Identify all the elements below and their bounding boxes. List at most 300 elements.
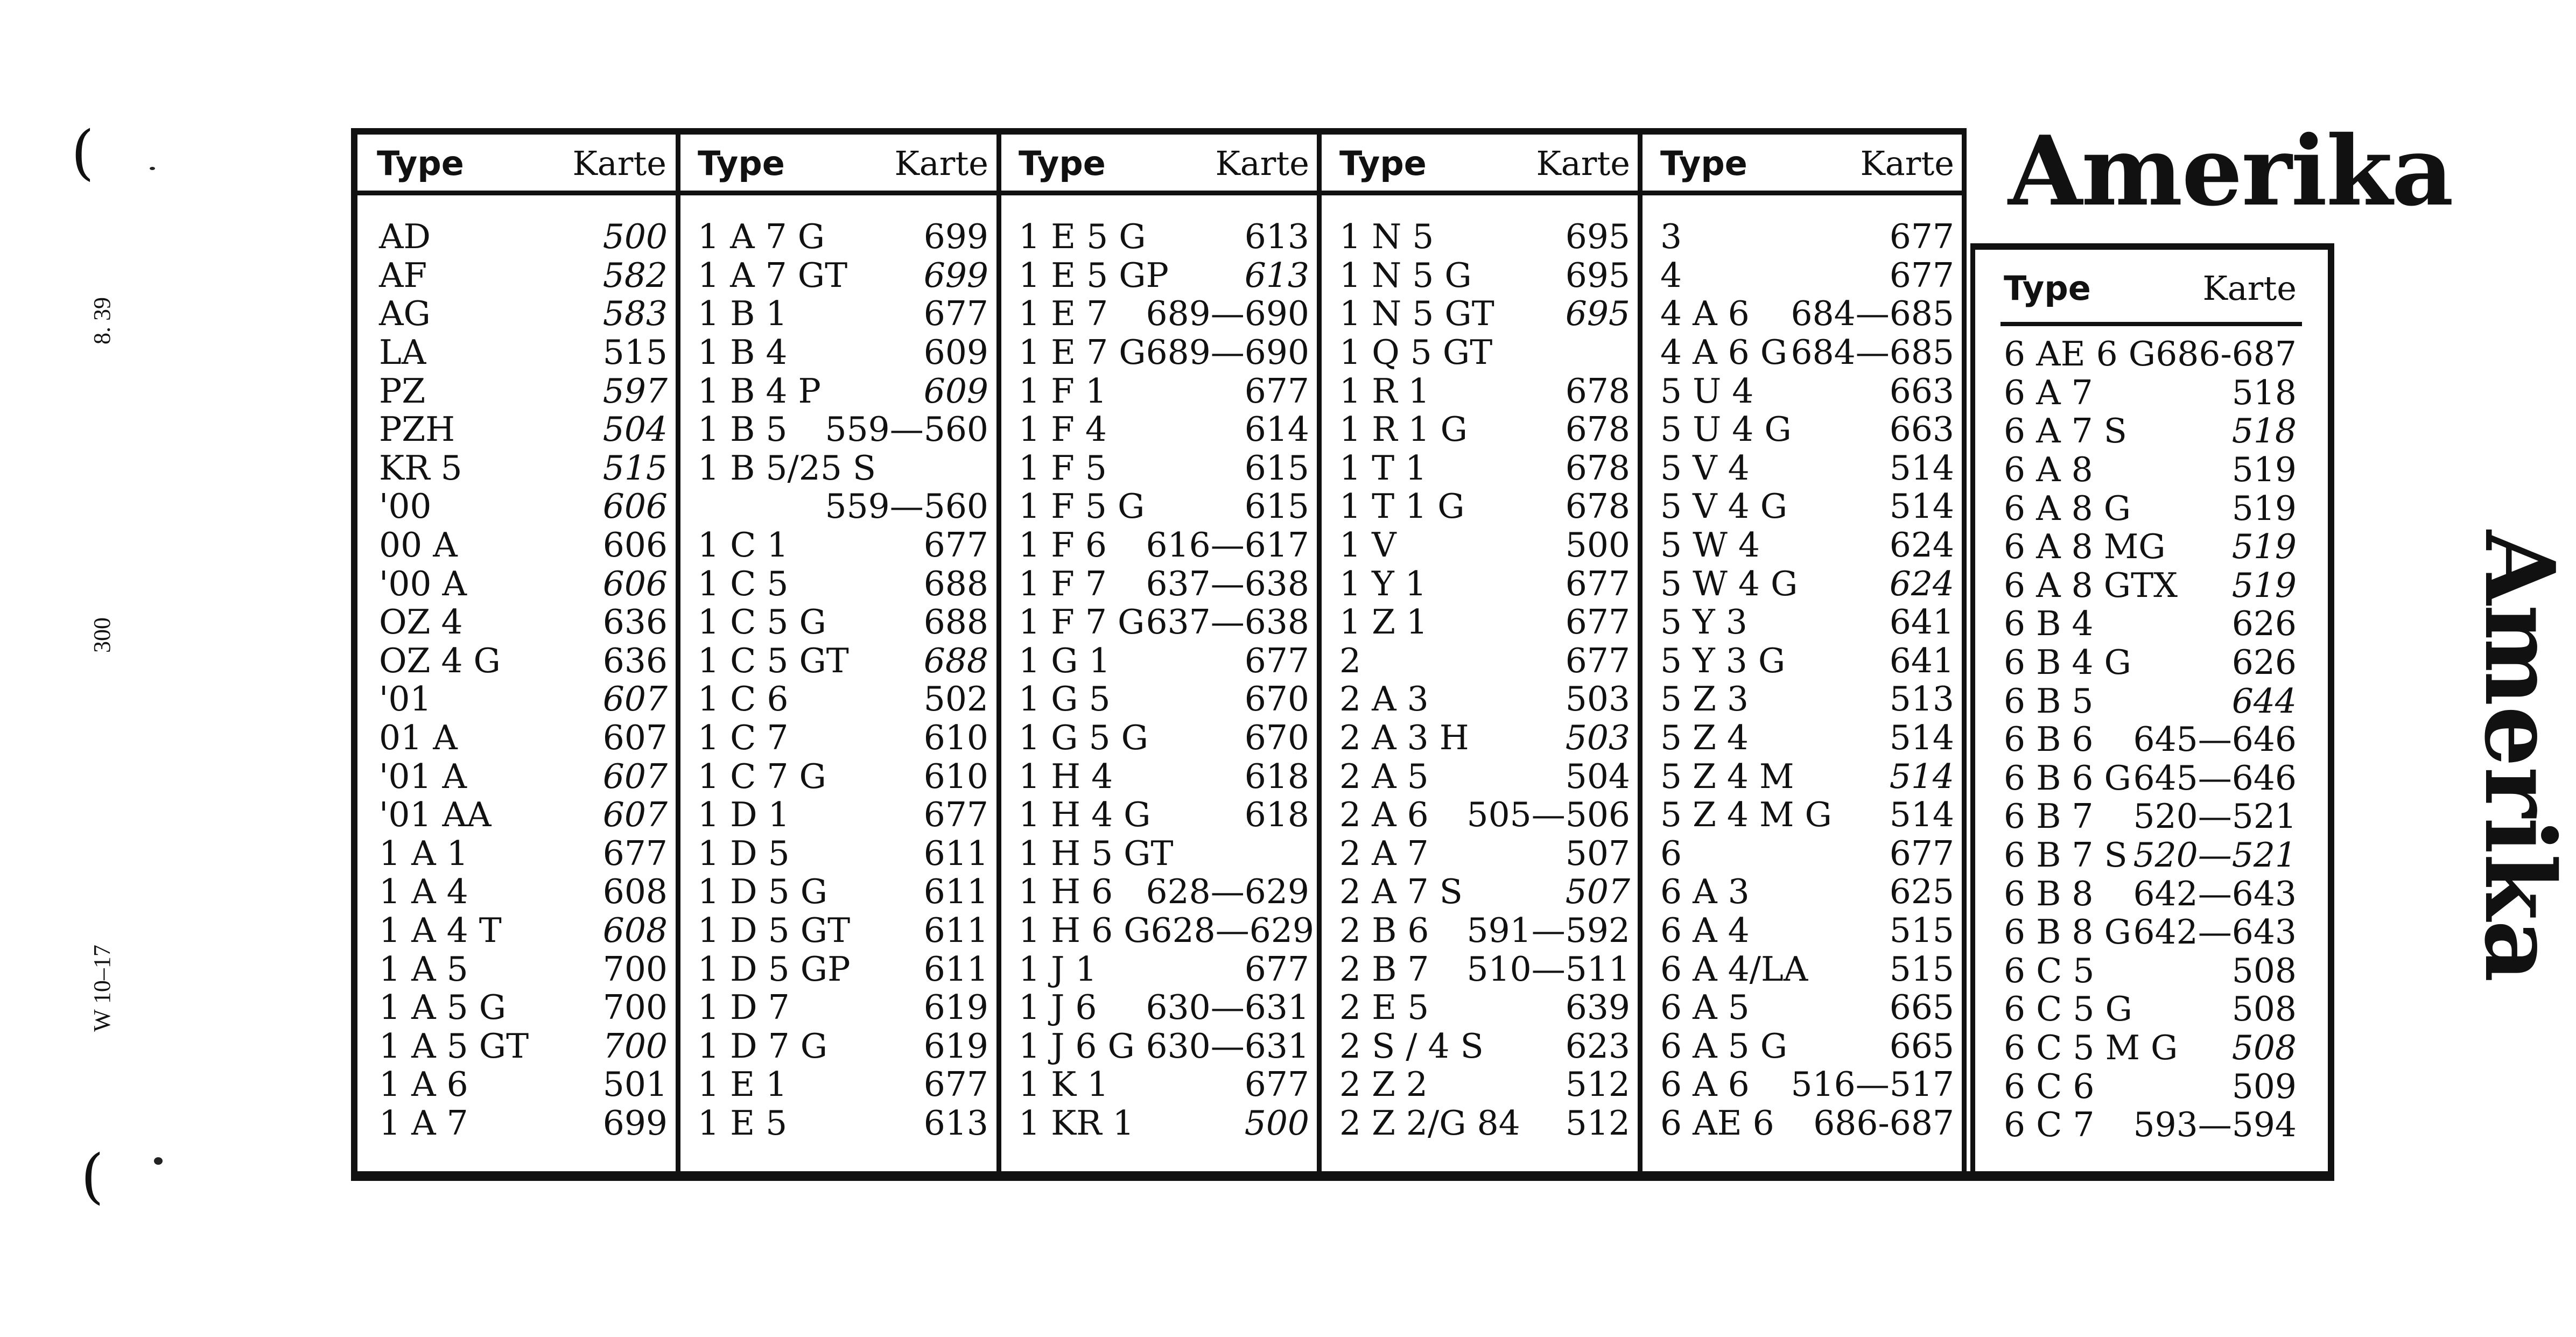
karte-number: 628—629: [1146, 872, 1309, 912]
tube-type: '01 A: [379, 756, 467, 796]
tube-type: 2 A 3: [1339, 679, 1429, 719]
tube-type: 1 A 6: [379, 1065, 468, 1104]
table-column: [1660, 217, 1954, 1142]
tube-type: 1 A 7: [379, 1103, 468, 1143]
table-row: [1339, 449, 1630, 488]
tube-type: 5 Z 4 M G: [1660, 795, 1832, 835]
tube-type: 6 A 3: [1660, 872, 1750, 912]
karte-number: 505—506: [1466, 795, 1630, 835]
karte-number: 514: [1889, 448, 1954, 488]
tube-type: 1 Q 5 GT: [1339, 333, 1493, 372]
karte-number: 677: [923, 1065, 988, 1104]
karte-number: 670: [1244, 679, 1309, 719]
table-row: [698, 603, 988, 642]
karte-number: 516—517: [1791, 1065, 1954, 1104]
table-column: [698, 217, 988, 1142]
table-row: [698, 333, 988, 372]
karte-number: 677: [1565, 602, 1630, 642]
tube-type: 1 K 1: [1019, 1065, 1109, 1104]
tube-type: 6 AE 6 G: [2004, 334, 2156, 374]
karte-number: 699: [923, 217, 988, 257]
karte-number: 512: [1565, 1103, 1630, 1143]
table-row: [1019, 410, 1309, 449]
table-row: [1019, 1065, 1309, 1104]
karte-number: 508: [2231, 1028, 2297, 1067]
tube-type: 6 C 5 M G: [2004, 1028, 2178, 1067]
table-row: [1660, 796, 1954, 834]
karte-number: 609: [923, 333, 988, 372]
karte-number: 559—560: [825, 487, 988, 526]
table-row: [1019, 872, 1309, 911]
karte-number: 644: [2231, 681, 2297, 721]
karte-number: 636: [602, 602, 668, 642]
table-row: [698, 988, 988, 1027]
karte-number: 637—638: [1146, 602, 1309, 642]
column-divider: [996, 128, 1001, 1171]
table-row: [698, 1026, 988, 1065]
tube-type: 01 A: [379, 718, 458, 758]
table-row: [2004, 1106, 2297, 1144]
karte-number: 686-687: [2156, 334, 2297, 374]
header-karte: Karte: [1536, 143, 1630, 183]
tube-type: 1 F 5 G: [1019, 487, 1145, 526]
table-row: [379, 680, 668, 719]
tube-type: AF: [379, 255, 427, 295]
tube-type: 1 J 6: [1019, 988, 1097, 1028]
karte-number: 695: [1565, 255, 1630, 295]
table-row: [1660, 680, 1954, 719]
tube-type: '01: [379, 679, 432, 719]
tube-type: 1 N 5 GT: [1339, 294, 1494, 334]
table-row: [379, 834, 668, 873]
table-row: [1339, 1104, 1630, 1143]
karte-number: 626: [2231, 643, 2297, 682]
table-row: [379, 719, 668, 757]
karte-number: 615: [1244, 448, 1309, 488]
tube-type: 1 D 5 GP: [698, 949, 851, 989]
table-row: [1019, 719, 1309, 757]
tube-type: 1 A 1: [379, 833, 468, 873]
table-row: [1019, 564, 1309, 603]
karte-number: 606: [602, 487, 668, 526]
tube-type: 1 H 6: [1019, 872, 1113, 912]
tube-type: 5 U 4: [1660, 371, 1754, 411]
tube-type: 1 G 5 G: [1019, 718, 1148, 758]
table-column: [2004, 335, 2297, 1144]
karte-number: 642—643: [2133, 912, 2297, 952]
table-row: [2004, 681, 2297, 720]
karte-number: 520—521: [2133, 797, 2297, 836]
tube-type: 1 B 5/25 S: [698, 448, 876, 488]
table-row: [1660, 449, 1954, 488]
table-row: [698, 217, 988, 256]
tube-type: 1 C 7 G: [698, 756, 826, 796]
karte-number: 606: [602, 564, 668, 603]
karte-number: 607: [602, 679, 668, 719]
table-row: [1019, 1026, 1309, 1065]
karte-number: 607: [602, 756, 668, 796]
table-row: [1339, 719, 1630, 757]
karte-number: 623: [1565, 1026, 1630, 1066]
table-row: [1339, 1065, 1630, 1104]
karte-number: 678: [1565, 448, 1630, 488]
tube-type: 1 J 6 G: [1019, 1026, 1135, 1066]
header-rule: [357, 191, 1962, 195]
table-row: [698, 1065, 988, 1104]
karte-number: 613: [1244, 255, 1309, 295]
table-row: [1660, 1065, 1954, 1104]
karte-number: 695: [1565, 217, 1630, 257]
margin-paren-top: (: [71, 118, 94, 187]
tube-type: 5 Y 3 G: [1660, 641, 1786, 680]
tube-type: '00: [379, 487, 432, 526]
tube-type: 2 A 6: [1339, 795, 1429, 835]
tube-type: 1 F 5: [1019, 448, 1107, 488]
tube-type: 1 T 1 G: [1339, 487, 1465, 526]
table-row: [2004, 643, 2297, 682]
table-row: [1019, 642, 1309, 680]
karte-number: 514: [1889, 718, 1954, 758]
karte-number: 677: [923, 294, 988, 334]
tube-type: 1 D 5: [698, 833, 790, 873]
column-divider: [676, 128, 680, 1171]
tube-type: 1 E 5: [698, 1103, 788, 1143]
tube-type: 1 A 5: [379, 949, 468, 989]
margin-note-code: W 10–17: [89, 945, 115, 1032]
tube-type: 1 E 5 G: [1019, 217, 1146, 257]
table-row: [698, 949, 988, 988]
karte-number: 688: [923, 602, 988, 642]
karte-number: 515: [1889, 949, 1954, 989]
speck-mark: [154, 1157, 163, 1165]
karte-number: 611: [923, 833, 988, 873]
tube-type: 1 E 1: [698, 1065, 788, 1104]
header-karte: Karte: [1860, 143, 1954, 183]
tube-type: 1 C 5 GT: [698, 641, 849, 680]
table-row: [2004, 836, 2297, 875]
table-row: [698, 449, 988, 488]
tube-type: 6 C 7: [2004, 1105, 2095, 1145]
table-row: [379, 564, 668, 603]
karte-number: 606: [602, 525, 668, 565]
tube-type: 6 A 8 MG: [2004, 527, 2166, 567]
karte-number: 618: [1244, 795, 1309, 835]
karte-number: 608: [602, 910, 668, 950]
tube-type: 6 C 5: [2004, 951, 2095, 990]
tube-type: 1 N 5: [1339, 217, 1434, 257]
karte-number: 678: [1565, 371, 1630, 411]
table-row: [2004, 451, 2297, 489]
table-row: [379, 1104, 668, 1143]
karte-number: 645—646: [2133, 720, 2297, 759]
header-karte: Karte: [894, 143, 988, 183]
table-row: [1339, 834, 1630, 873]
table-row: [2004, 412, 2297, 451]
karte-number: 618: [1244, 756, 1309, 796]
karte-number: 677: [1889, 217, 1954, 257]
tube-type: 1 F 1: [1019, 371, 1107, 411]
tube-type: 5 Z 3: [1660, 679, 1749, 719]
tube-type: 6 AE 6: [1660, 1103, 1774, 1143]
tube-type: 1 A 5 G: [379, 988, 507, 1028]
karte-number: 677: [1244, 1065, 1309, 1104]
tube-type: 6 A 7: [2004, 372, 2093, 412]
karte-number: 513: [1889, 679, 1954, 719]
karte-number: 519: [2231, 450, 2297, 490]
table-row: [1339, 410, 1630, 449]
margin-note-date: 8. 39: [89, 297, 115, 344]
column-header: [1339, 144, 1630, 182]
karte-number: 518: [2231, 372, 2297, 412]
karte-number: 677: [923, 795, 988, 835]
karte-number: 607: [602, 718, 668, 758]
table-row: [1660, 757, 1954, 796]
column-header: [2004, 269, 2297, 307]
tube-type: 6 B 4 G: [2004, 643, 2131, 682]
tube-type: 1 H 4 G: [1019, 795, 1151, 835]
tube-type: 1 Y 1: [1339, 564, 1427, 603]
tube-type: 6 B 8 G: [2004, 912, 2131, 952]
table-row: [1019, 834, 1309, 873]
karte-number: 700: [602, 988, 668, 1028]
tube-type: 1 D 1: [698, 795, 790, 835]
table-row: [379, 1065, 668, 1104]
table-row: [1019, 487, 1309, 526]
karte-number: 700: [602, 1026, 668, 1066]
karte-number: 665: [1889, 1026, 1954, 1066]
table-row: [1660, 333, 1954, 372]
table-row: [1339, 526, 1630, 565]
karte-number: 515: [1889, 910, 1954, 950]
tube-type: 6 C 6: [2004, 1066, 2095, 1106]
karte-number: 641: [1889, 602, 1954, 642]
table-row: [2004, 527, 2297, 566]
tube-type: 6 B 6: [2004, 720, 2094, 759]
karte-number: 507: [1565, 872, 1630, 912]
tube-type: 6 A 8 GTX: [2004, 565, 2178, 605]
tube-type: 1 D 7 G: [698, 1026, 828, 1066]
table-row: [1019, 949, 1309, 988]
tube-type: 6 A 7 S: [2004, 411, 2127, 451]
table-row: [1660, 872, 1954, 911]
karte-number: 688: [923, 641, 988, 680]
table-row: [698, 1104, 988, 1143]
karte-number: 677: [1565, 564, 1630, 603]
tube-type: 5 W 4 G: [1660, 564, 1798, 603]
table-row: [1339, 796, 1630, 834]
karte-number: 611: [923, 910, 988, 950]
tube-type: 1 B 5: [698, 410, 788, 449]
table-row: [698, 834, 988, 873]
karte-number: 677: [602, 833, 668, 873]
karte-number: 503: [1565, 718, 1630, 758]
tube-type: 6 A 5 G: [1660, 1026, 1788, 1066]
table-row: [379, 603, 668, 642]
table-row: [379, 217, 668, 256]
table-row: [1660, 949, 1954, 988]
table-row: [1660, 834, 1954, 873]
table-row: [1019, 910, 1315, 950]
tube-type: 1 J 1: [1019, 949, 1097, 989]
karte-number: 677: [1244, 371, 1309, 411]
tube-type: 2 A 5: [1339, 756, 1429, 796]
table-column: [1339, 217, 1630, 1142]
karte-number: 519: [2231, 565, 2297, 605]
side-header-rule: [2001, 322, 2302, 326]
tube-type: AD: [379, 217, 431, 257]
table-row: [1660, 256, 1954, 295]
karte-number: 677: [1889, 833, 1954, 873]
karte-number: 609: [923, 371, 988, 411]
karte-number: 504: [1565, 756, 1630, 796]
tube-type: 2 Z 2/G 84: [1339, 1103, 1520, 1143]
speck-mark: [150, 167, 155, 170]
tube-type: 1 B 1: [698, 294, 788, 334]
tube-type: 2 B 6: [1339, 910, 1429, 950]
table-row: [2004, 759, 2297, 798]
table-row: [379, 294, 668, 333]
table-row: [1019, 294, 1309, 333]
karte-number: 695: [1565, 294, 1630, 334]
karte-number: 613: [923, 1103, 988, 1143]
tube-type: 5 V 4 G: [1660, 487, 1788, 526]
karte-number: 514: [1889, 795, 1954, 835]
header-type: Type: [2004, 268, 2091, 308]
karte-number: 689—690: [1146, 294, 1309, 334]
header-type: Type: [1339, 143, 1427, 183]
tube-type: 2 A 3 H: [1339, 718, 1469, 758]
table-row: [379, 526, 668, 565]
karte-number: 670: [1244, 718, 1309, 758]
tube-type: 2 A 7: [1339, 833, 1429, 873]
tube-type: 6 B 8: [2004, 874, 2094, 913]
tube-type: 1 V: [1339, 525, 1396, 565]
tube-type: 6 B 4: [2004, 604, 2094, 644]
table-row: [2004, 566, 2297, 605]
table-row: [379, 757, 668, 796]
tube-type: 4 A 6 G: [1660, 333, 1788, 372]
karte-number: 639: [1565, 988, 1630, 1028]
karte-number: 582: [602, 255, 668, 295]
tube-type: OZ 4: [379, 602, 463, 642]
tube-type: 2 Z 2: [1339, 1065, 1428, 1104]
tube-type: 1 D 7: [698, 988, 790, 1028]
tube-type: '01 AA: [379, 795, 492, 835]
table-row: [1339, 371, 1630, 410]
header-type: Type: [1660, 143, 1747, 183]
tube-type: 6 A 5: [1660, 988, 1750, 1028]
table-row: [698, 526, 988, 565]
tube-type: 1 C 7: [698, 718, 789, 758]
tube-type: 6 C 5 G: [2004, 989, 2132, 1029]
karte-number: 614: [1244, 410, 1309, 449]
table-row: [1339, 603, 1630, 642]
tube-type: 4: [1660, 255, 1682, 295]
karte-number: 515: [602, 333, 668, 372]
table-row: [1660, 410, 1954, 449]
table-row: [2004, 990, 2297, 1029]
karte-number: 625: [1889, 872, 1954, 912]
tube-type: 1 A 4: [379, 872, 468, 912]
table-row: [1019, 796, 1309, 834]
tube-type: 1 N 5 G: [1339, 255, 1472, 295]
table-row: [2004, 489, 2297, 527]
tube-type: 1 C 5 G: [698, 602, 826, 642]
column-divider: [1317, 128, 1322, 1171]
karte-number: 514: [1889, 756, 1954, 796]
tube-type: 2 B 7: [1339, 949, 1429, 989]
table-row: [1339, 872, 1630, 911]
table-row: [698, 642, 988, 680]
table-row: [379, 911, 668, 950]
karte-number: 611: [923, 872, 988, 912]
karte-number: 500: [1244, 1103, 1309, 1143]
karte-number: 677: [1244, 641, 1309, 680]
table-row: [1660, 217, 1954, 256]
margin-note-count: 300: [89, 617, 115, 653]
tube-type: AG: [379, 294, 431, 334]
karte-number: 615: [1244, 487, 1309, 526]
karte-number: 684—685: [1791, 294, 1954, 334]
karte-number: 611: [923, 949, 988, 989]
karte-number: 630—631: [1146, 988, 1309, 1028]
table-row: [1660, 642, 1954, 680]
table-row: [2004, 604, 2297, 643]
table-row: [2004, 797, 2297, 836]
tube-type: 1 H 5 GT: [1019, 833, 1174, 873]
table-row: [1019, 988, 1309, 1027]
header-type: Type: [698, 143, 785, 183]
table-row: [1339, 911, 1630, 950]
karte-number: 686-687: [1813, 1103, 1954, 1143]
table-row: [1339, 949, 1630, 988]
tube-type: 5 Y 3: [1660, 602, 1747, 642]
table-row: [1660, 988, 1954, 1027]
tube-type: 2: [1339, 641, 1361, 680]
karte-number: 607: [602, 795, 668, 835]
table-row: [379, 449, 668, 488]
tube-type: 5 U 4 G: [1660, 410, 1792, 449]
table-bottom-rule: [351, 1171, 2334, 1181]
table-row: [1339, 1026, 1630, 1065]
tube-type: 1 F 7 G: [1019, 602, 1145, 642]
table-row: [1660, 1026, 1954, 1065]
tube-type: 1 E 5 GP: [1019, 255, 1169, 295]
table-row: [1660, 1104, 1954, 1143]
table-row: [379, 371, 668, 410]
tube-type: 1 KR 1: [1019, 1103, 1134, 1143]
tube-type: 1 C 6: [698, 679, 789, 719]
karte-number: 507: [1565, 833, 1630, 873]
table-row: [1339, 680, 1630, 719]
tube-type: KR 5: [379, 448, 462, 488]
karte-number: 699: [923, 255, 988, 295]
tube-type: LA: [379, 333, 426, 372]
table-row: [1019, 603, 1309, 642]
table-row: [379, 949, 668, 988]
column-header: [1660, 144, 1954, 182]
table-row: [1660, 564, 1954, 603]
tube-type: 1 F 7: [1019, 564, 1107, 603]
table-row: [2004, 1029, 2297, 1067]
karte-number: 500: [1565, 525, 1630, 565]
karte-number: 628—629: [1150, 910, 1315, 950]
karte-number: 500: [602, 217, 668, 257]
karte-number: 619: [923, 1026, 988, 1066]
table-row: [698, 256, 988, 295]
table-row: [1019, 217, 1309, 256]
table-row: [698, 410, 988, 449]
